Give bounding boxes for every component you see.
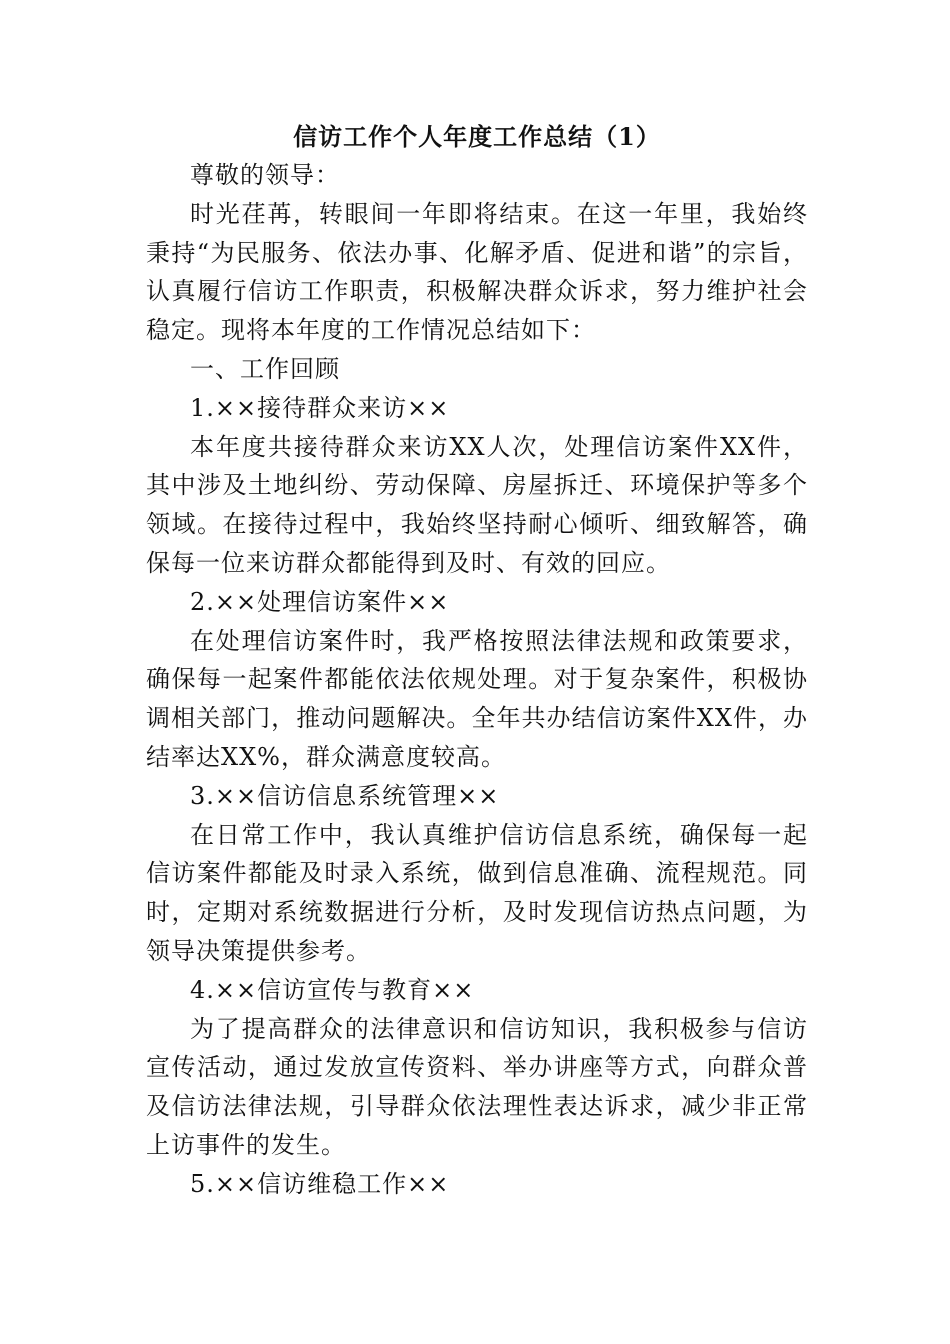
intro-paragraph: 时光荏苒，转眼间一年即将结束。在这一年里，我始终秉持“为民服务、依法办事、化解矛盾、促进和谐”的宗旨，认真履行信访工作职责，积极解决群众诉求，努力维护社会稳定。现将本年度的工作情况总结如下： [146,199,808,345]
item-2-heading: 2.××处理信访案件×× [190,587,450,616]
document-title: 信访工作个人年度工作总结（1） [293,122,661,151]
item-1-heading: 1.××接待群众来访×× [190,393,450,422]
section-heading: 一、工作回顾 [190,354,340,383]
item-4-heading: 4.××信访宣传与教育×× [190,975,475,1004]
item-5-heading: 5.××信访维稳工作×× [190,1169,450,1198]
item-2-body: 在处理信访案件时，我严格按照法律法规和政策要求，确保每一起案件都能依法依规处理。对于复杂案件，积极协调相关部门，推动问题解决。全年共办结信访案件XX件，办结率达XX%，群众满意度较高。 [146,626,808,771]
salutation: 尊敬的领导： [190,161,340,189]
document-page [146,118,808,1204]
item-4-body: 为了提高群众的法律意识和信访知识，我积极参与信访宣传活动，通过发放宣传资料、举办讲座等方式，向群众普及信访法律法规，引导群众依法理性表达诉求，减少非正常上访事件的发生。 [146,1014,808,1159]
item-3-body: 在日常工作中，我认真维护信访信息系统，确保每一起信访案件都能及时录入系统，做到信息准确、流程规范。同时，定期对系统数据进行分析，及时发现信访热点问题，为领导决策提供参考。 [146,820,808,965]
item-3-heading: 3.××信访信息系统管理×× [190,781,500,810]
item-1-body: 本年度共接待群众来访XX人次，处理信访案件XX件，其中涉及土地纠纷、劳动保障、房屋拆迁、环境保护等多个领域。在接待过程中，我始终坚持耐心倾听、细致解答，确保每一位来访群众都能得到及时、有效的回应。 [146,432,808,577]
